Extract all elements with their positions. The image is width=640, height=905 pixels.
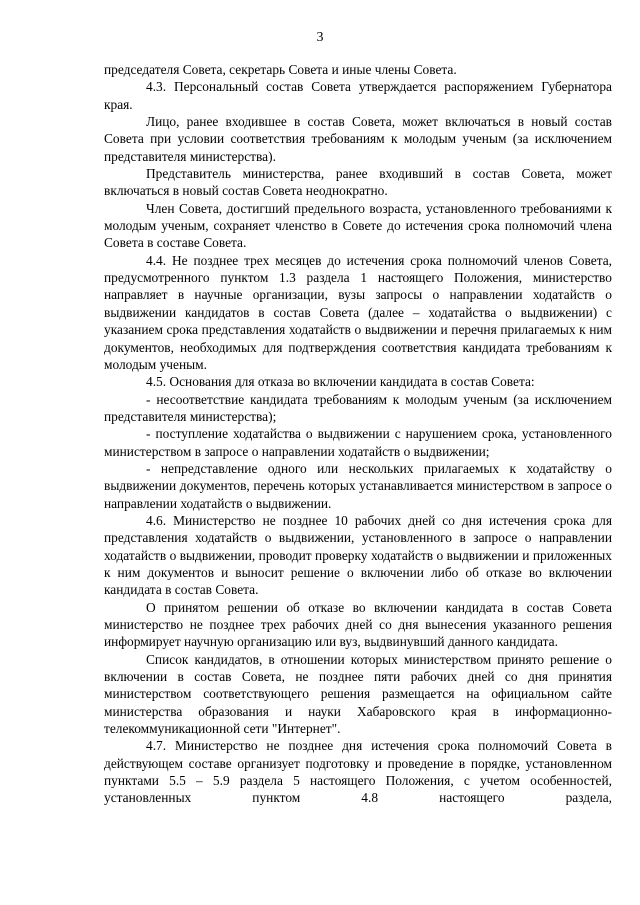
paragraph: - непредставление одного или нескольких прилагаемых к ходатайству о выдвижении документов, перечень которых устанавливается министерством в запросе о направлении ходатайств о выдвижении. — [104, 460, 612, 511]
paragraph: 4.4. Не позднее трех месяцев до истечения срока полномочий членов Совета, предусмотренного пунктом 1.3 раздела 1 настоящего Положения, министерство направляет в научные организации, вузы запросы о направлении ходатайств о выдвижении кандидатов в состав Совета (далее – ходатайства о выдвижении) с указанием срока представления ходатайств о выдвижении и перечня прилагаемых к ним документов, необходимых для подтверждения соответствия кандидата требованиям к молодым ученым. — [104, 252, 612, 372]
paragraph: Список кандидатов, в отношении которых министерством принято решение о включении в состав Совета, не позднее пяти рабочих дней со дня принятия министерством соответствующего решения размещается на официальном сайте министерства образования и науки Хабаровского края в информационно-телекоммуникационной сети "Интернет". — [104, 651, 612, 737]
paragraph: Лицо, ранее входившее в состав Совета, может включаться в новый состав Совета при условии соответствия требованиям к молодым ученым (за исключением представителя министерства). — [104, 114, 612, 164]
paragraph: Член Совета, достигший предельного возраста, установленного требованиями к молодым ученым, сохраняет членство в Совете до истечения срока полномочий члена Совета в составе Совета. — [104, 200, 612, 251]
paragraph: - поступление ходатайства о выдвижении с нарушением срока, установленного министерством в запросе о направлении ходатайств о выдвижении; — [104, 426, 612, 459]
paragraph: 4.7. Министерство не позднее дня истечения срока полномочий Совета в действующем составе организует подготовку и проведение в порядке, установленном пунктами 5.5 – 5.9 раздела 5 настоящего Положения, с учетом особенностей, установленных пунктом 4.8 настоящего раздела, — [104, 738, 612, 806]
page-number: 3 — [316, 30, 324, 45]
paragraph: 4.6. Министерство не позднее 10 рабочих дней со дня истечения срока для представления ходатайств о выдвижении, установленного в запросе о направлении ходатайств о выдвижении, проводит проверку ходатайств о выдвижении и приложенных к ним документов и выносит решение о включении либо об отказе во включении кандидата в состав Совета. — [104, 512, 612, 598]
paragraph: председателя Совета, секретарь Совета и иные члены Совета. — [104, 62, 457, 77]
document-body — [104, 61, 612, 807]
paragraph: О принятом решении об отказе во включении кандидата в состав Совета министерство не позднее трех рабочих дней со дня вынесения указанного решения информирует научную организацию или вуз, выдвинувший данного кандидата. — [104, 599, 612, 650]
paragraph: - несоответствие кандидата требованиям к молодым ученым (за исключением представителя министерства); — [104, 391, 612, 424]
paragraph: Представитель министерства, ранее входивший в состав Совета, может включаться в новый состав Совета неоднократно. — [104, 166, 612, 199]
paragraph: 4.5. Основания для отказа во включении кандидата в состав Совета: — [146, 374, 535, 390]
paragraph: 4.3. Персональный состав Совета утверждается распоряжением Губернатора края. — [104, 79, 612, 112]
